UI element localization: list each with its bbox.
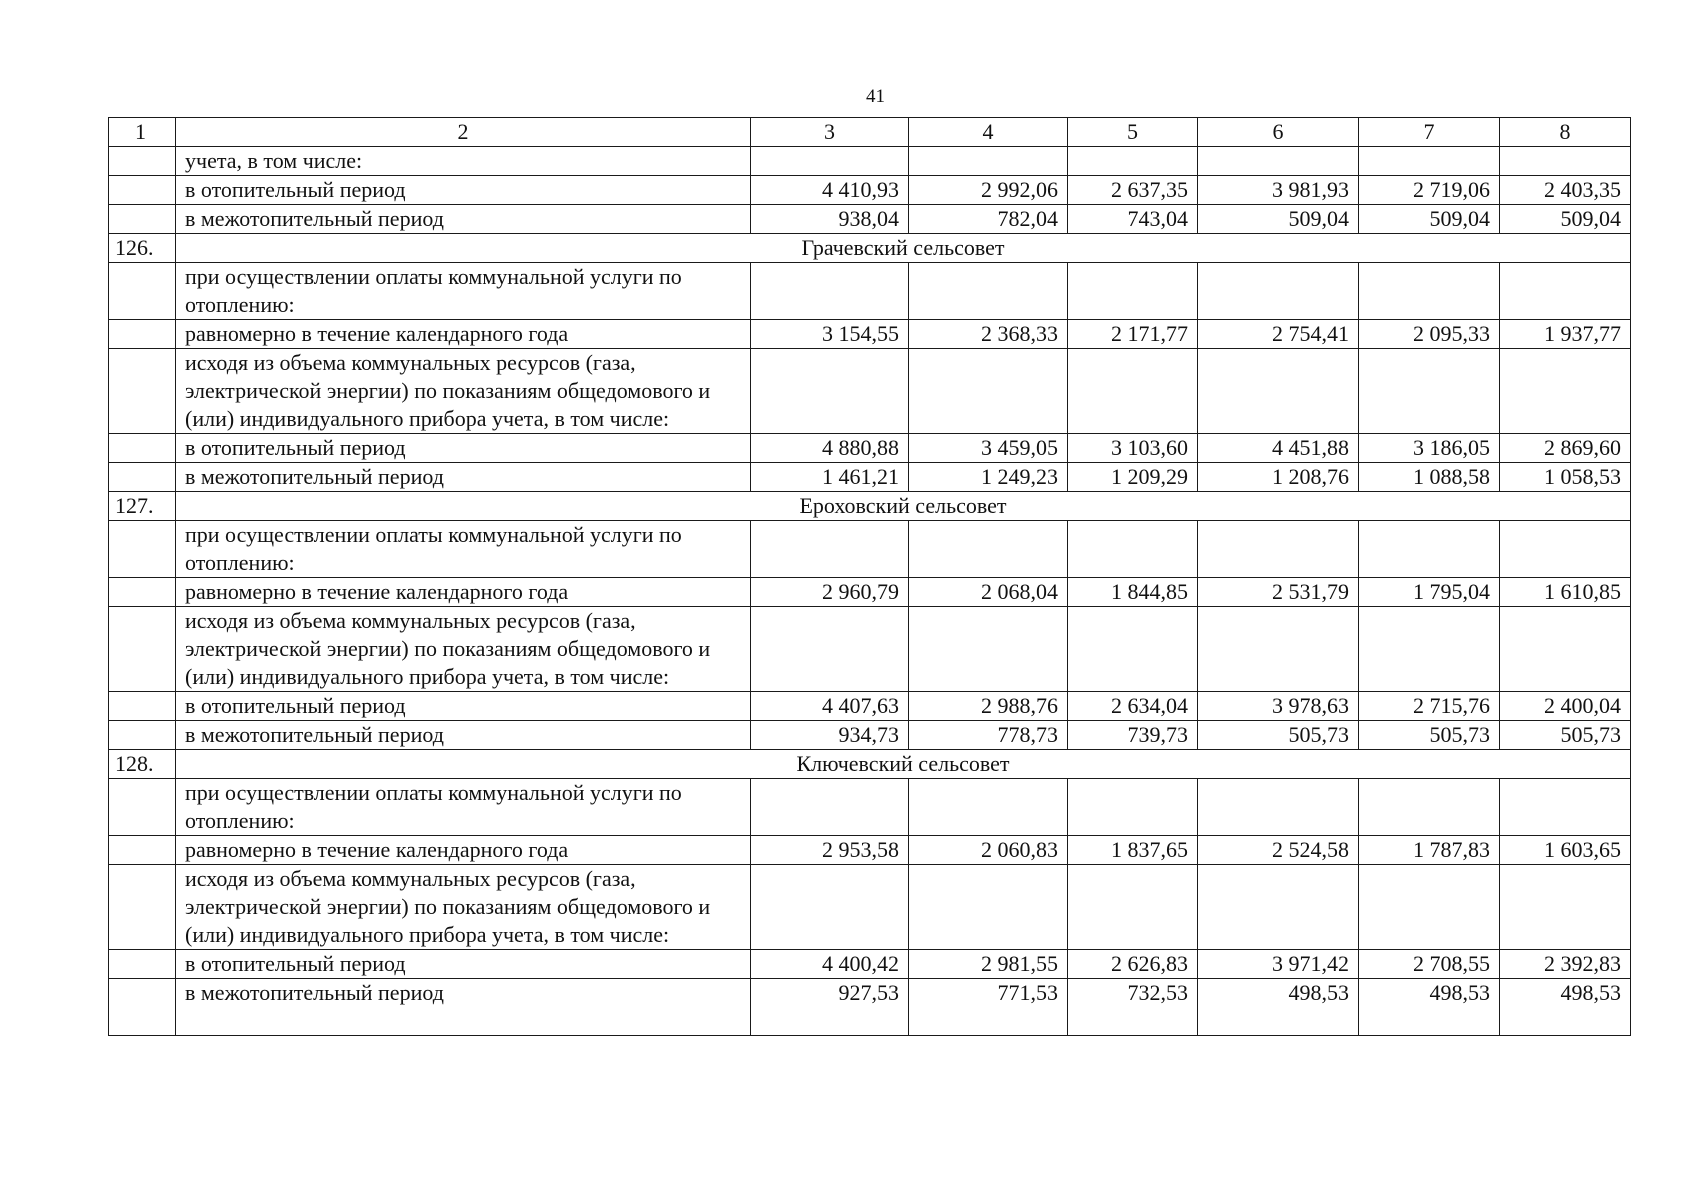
- value-cell: 732,53: [1068, 979, 1198, 1036]
- value-cell: 498,53: [1500, 979, 1631, 1036]
- table-row: [109, 692, 1631, 721]
- column-header: 1: [109, 118, 176, 147]
- row-number: [109, 205, 176, 234]
- value-cell: [909, 779, 1068, 836]
- column-header: 3: [751, 118, 909, 147]
- value-cell: 3 186,05: [1359, 434, 1500, 463]
- table-row: [109, 349, 1631, 434]
- value-cell: 4 407,63: [751, 692, 909, 721]
- row-number: [109, 147, 176, 176]
- value-cell: [1500, 607, 1631, 692]
- value-cell: [751, 521, 909, 578]
- column-header: 2: [176, 118, 751, 147]
- value-cell: [1359, 263, 1500, 320]
- value-cell: [1359, 521, 1500, 578]
- value-cell: [1500, 865, 1631, 950]
- value-cell: 2 392,83: [1500, 950, 1631, 979]
- value-cell: [1068, 865, 1198, 950]
- section-row: [109, 750, 1631, 779]
- table-row: [109, 320, 1631, 349]
- value-cell: 927,53: [751, 979, 909, 1036]
- value-cell: 2 403,35: [1500, 176, 1631, 205]
- value-cell: [909, 865, 1068, 950]
- value-cell: 4 400,42: [751, 950, 909, 979]
- value-cell: 938,04: [751, 205, 909, 234]
- value-cell: [751, 263, 909, 320]
- value-cell: 2 754,41: [1198, 320, 1359, 349]
- row-description: равномерно в течение календарного года: [176, 578, 751, 607]
- table-row: [109, 836, 1631, 865]
- value-cell: [1198, 521, 1359, 578]
- value-cell: 4 410,93: [751, 176, 909, 205]
- row-description: в межотопительный период: [176, 721, 751, 750]
- value-cell: [1359, 147, 1500, 176]
- table-row: [109, 434, 1631, 463]
- row-description: равномерно в течение календарного года: [176, 836, 751, 865]
- value-cell: 505,73: [1198, 721, 1359, 750]
- value-cell: 2 988,76: [909, 692, 1068, 721]
- value-cell: 782,04: [909, 205, 1068, 234]
- value-cell: 505,73: [1500, 721, 1631, 750]
- row-number: [109, 721, 176, 750]
- row-number: [109, 263, 176, 320]
- value-cell: [1500, 349, 1631, 434]
- value-cell: 1 837,65: [1068, 836, 1198, 865]
- value-cell: 505,73: [1359, 721, 1500, 750]
- table-header-row: [109, 118, 1631, 147]
- value-cell: [909, 349, 1068, 434]
- value-cell: [751, 865, 909, 950]
- row-description: в межотопительный период: [176, 463, 751, 492]
- table-row: [109, 147, 1631, 176]
- row-description: исходя из объема коммунальных ресурсов (газа, электрической энергии) по показаниям общедомового и (или) индивидуального прибора учета, в том числе:: [176, 607, 751, 692]
- value-cell: [1068, 263, 1198, 320]
- value-cell: 2 992,06: [909, 176, 1068, 205]
- row-number: [109, 349, 176, 434]
- row-number: [109, 521, 176, 578]
- table-row: [109, 950, 1631, 979]
- value-cell: [751, 779, 909, 836]
- value-cell: [1198, 865, 1359, 950]
- value-cell: 2 719,06: [1359, 176, 1500, 205]
- value-cell: 1 209,29: [1068, 463, 1198, 492]
- value-cell: 2 095,33: [1359, 320, 1500, 349]
- table-row: [109, 779, 1631, 836]
- row-description: в межотопительный период: [176, 205, 751, 234]
- value-cell: 2 637,35: [1068, 176, 1198, 205]
- value-cell: 4 880,88: [751, 434, 909, 463]
- value-cell: 2 400,04: [1500, 692, 1631, 721]
- table-row: [109, 721, 1631, 750]
- page-number: 41: [866, 86, 885, 107]
- value-cell: 771,53: [909, 979, 1068, 1036]
- row-number: 126.: [109, 234, 176, 263]
- row-number: [109, 434, 176, 463]
- value-cell: [1359, 607, 1500, 692]
- value-cell: 2 869,60: [1500, 434, 1631, 463]
- row-description: в отопительный период: [176, 176, 751, 205]
- section-title: Грачевский сельсовет: [176, 234, 1631, 263]
- value-cell: 2 171,77: [1068, 320, 1198, 349]
- value-cell: [1198, 607, 1359, 692]
- value-cell: [1500, 147, 1631, 176]
- value-cell: [1359, 349, 1500, 434]
- value-cell: 1 844,85: [1068, 578, 1198, 607]
- value-cell: [909, 607, 1068, 692]
- value-cell: 498,53: [1198, 979, 1359, 1036]
- value-cell: 2 524,58: [1198, 836, 1359, 865]
- value-cell: [1198, 349, 1359, 434]
- row-number: [109, 320, 176, 349]
- value-cell: [909, 147, 1068, 176]
- value-cell: [751, 349, 909, 434]
- value-cell: 3 971,42: [1198, 950, 1359, 979]
- value-cell: [1068, 779, 1198, 836]
- value-cell: 3 978,63: [1198, 692, 1359, 721]
- row-description: в отопительный период: [176, 692, 751, 721]
- row-number: [109, 607, 176, 692]
- row-number: [109, 176, 176, 205]
- column-header: 8: [1500, 118, 1631, 147]
- value-cell: [1198, 147, 1359, 176]
- row-number: 127.: [109, 492, 176, 521]
- row-number: 128.: [109, 750, 176, 779]
- section-title: Ероховский сельсовет: [176, 492, 1631, 521]
- column-header: 7: [1359, 118, 1500, 147]
- row-description: исходя из объема коммунальных ресурсов (газа, электрической энергии) по показаниям общедомового и (или) индивидуального прибора учета, в том числе:: [176, 865, 751, 950]
- value-cell: 778,73: [909, 721, 1068, 750]
- value-cell: 2 060,83: [909, 836, 1068, 865]
- row-description: в отопительный период: [176, 950, 751, 979]
- value-cell: 509,04: [1359, 205, 1500, 234]
- value-cell: 1 603,65: [1500, 836, 1631, 865]
- value-cell: 2 960,79: [751, 578, 909, 607]
- value-cell: 1 088,58: [1359, 463, 1500, 492]
- value-cell: 739,73: [1068, 721, 1198, 750]
- value-cell: 3 459,05: [909, 434, 1068, 463]
- value-cell: 1 610,85: [1500, 578, 1631, 607]
- value-cell: 3 981,93: [1198, 176, 1359, 205]
- value-cell: 2 068,04: [909, 578, 1068, 607]
- value-cell: [1500, 779, 1631, 836]
- value-cell: [1359, 865, 1500, 950]
- value-cell: 2 981,55: [909, 950, 1068, 979]
- row-number: [109, 463, 176, 492]
- value-cell: 2 715,76: [1359, 692, 1500, 721]
- row-description: исходя из объема коммунальных ресурсов (газа, электрической энергии) по показаниям общедомового и (или) индивидуального прибора учета, в том числе:: [176, 349, 751, 434]
- value-cell: 509,04: [1500, 205, 1631, 234]
- value-cell: [751, 147, 909, 176]
- value-cell: [909, 263, 1068, 320]
- value-cell: [751, 607, 909, 692]
- value-cell: 2 634,04: [1068, 692, 1198, 721]
- value-cell: 509,04: [1198, 205, 1359, 234]
- table-row: [109, 865, 1631, 950]
- value-cell: [1198, 779, 1359, 836]
- value-cell: [1500, 521, 1631, 578]
- value-cell: 1 461,21: [751, 463, 909, 492]
- row-number: [109, 950, 176, 979]
- tariff-table: [108, 117, 1631, 1036]
- value-cell: 4 451,88: [1198, 434, 1359, 463]
- value-cell: 1 937,77: [1500, 320, 1631, 349]
- value-cell: [1068, 521, 1198, 578]
- column-header: 4: [909, 118, 1068, 147]
- value-cell: 1 787,83: [1359, 836, 1500, 865]
- value-cell: 2 708,55: [1359, 950, 1500, 979]
- table-row: [109, 578, 1631, 607]
- row-number: [109, 692, 176, 721]
- table-row: [109, 205, 1631, 234]
- value-cell: 2 531,79: [1198, 578, 1359, 607]
- value-cell: [1068, 349, 1198, 434]
- table-row: [109, 979, 1631, 1036]
- value-cell: 3 103,60: [1068, 434, 1198, 463]
- row-description: при осуществлении оплаты коммунальной услуги по отоплению:: [176, 263, 751, 320]
- row-description: в отопительный период: [176, 434, 751, 463]
- value-cell: 3 154,55: [751, 320, 909, 349]
- value-cell: 1 208,76: [1198, 463, 1359, 492]
- value-cell: [1068, 147, 1198, 176]
- value-cell: 2 953,58: [751, 836, 909, 865]
- value-cell: 743,04: [1068, 205, 1198, 234]
- value-cell: 1 058,53: [1500, 463, 1631, 492]
- row-number: [109, 779, 176, 836]
- value-cell: [1359, 779, 1500, 836]
- row-number: [109, 979, 176, 1036]
- table-row: [109, 607, 1631, 692]
- row-number: [109, 865, 176, 950]
- value-cell: 2 368,33: [909, 320, 1068, 349]
- row-number: [109, 836, 176, 865]
- value-cell: 1 249,23: [909, 463, 1068, 492]
- table-row: [109, 521, 1631, 578]
- row-description: при осуществлении оплаты коммунальной услуги по отоплению:: [176, 521, 751, 578]
- table-row: [109, 463, 1631, 492]
- value-cell: 934,73: [751, 721, 909, 750]
- value-cell: 1 795,04: [1359, 578, 1500, 607]
- row-description: при осуществлении оплаты коммунальной услуги по отоплению:: [176, 779, 751, 836]
- table-row: [109, 176, 1631, 205]
- value-cell: [1500, 263, 1631, 320]
- row-description: равномерно в течение календарного года: [176, 320, 751, 349]
- table-row: [109, 263, 1631, 320]
- row-number: [109, 578, 176, 607]
- section-row: [109, 234, 1631, 263]
- value-cell: [909, 521, 1068, 578]
- value-cell: [1198, 263, 1359, 320]
- section-row: [109, 492, 1631, 521]
- row-description: в межотопительный период: [176, 979, 751, 1036]
- section-title: Ключевский сельсовет: [176, 750, 1631, 779]
- column-header: 6: [1198, 118, 1359, 147]
- column-header: 5: [1068, 118, 1198, 147]
- value-cell: 2 626,83: [1068, 950, 1198, 979]
- value-cell: [1068, 607, 1198, 692]
- row-description: учета, в том числе:: [176, 147, 751, 176]
- value-cell: 498,53: [1359, 979, 1500, 1036]
